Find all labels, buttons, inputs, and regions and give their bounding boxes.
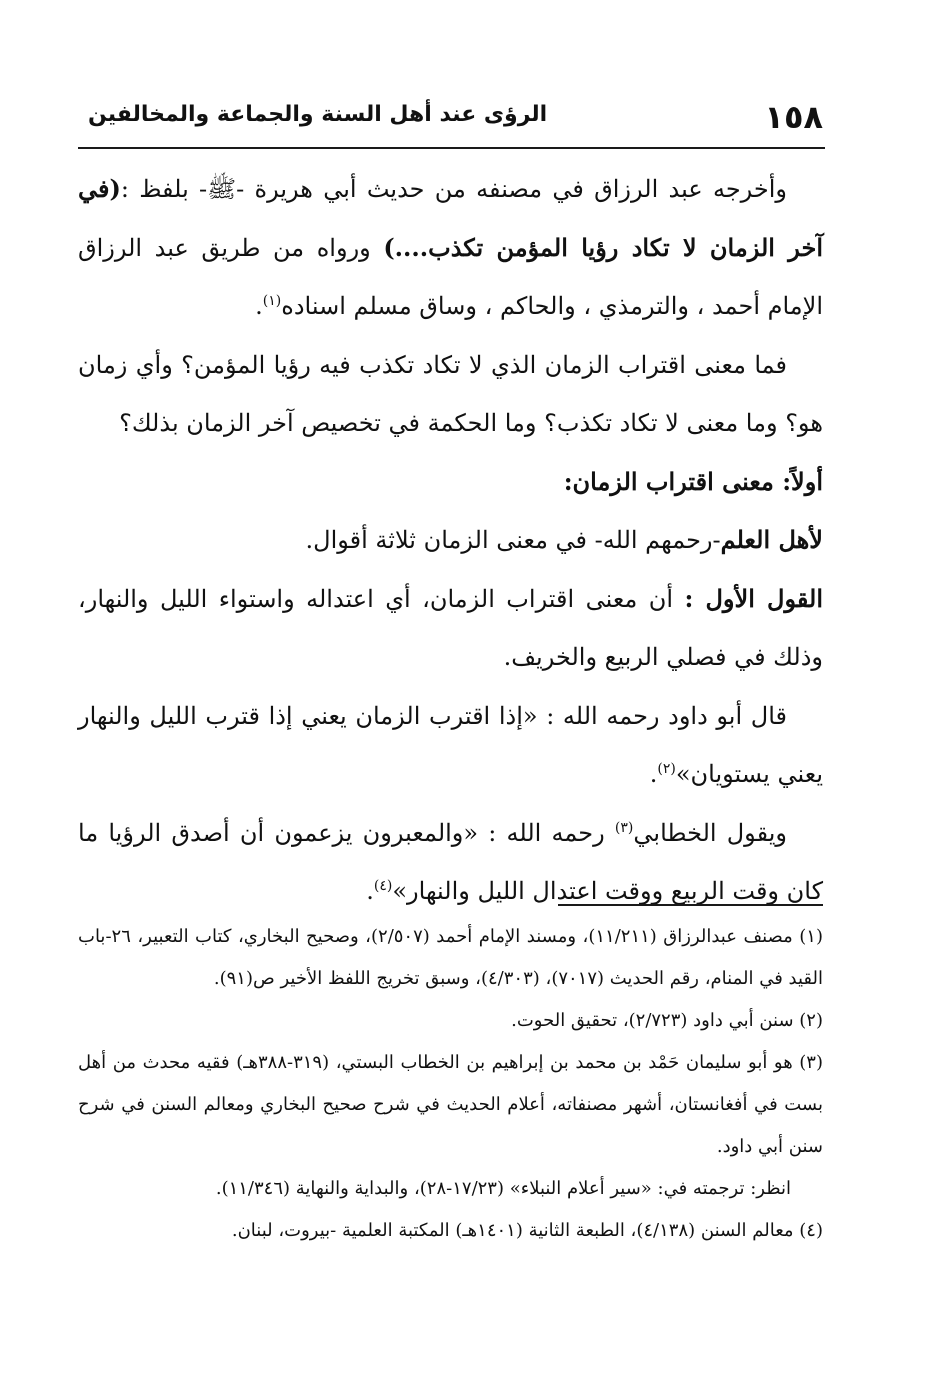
footnote-1: (١) مصنف عبدالرزاق (١١/٢١١)، ومسند الإمام أحمد (٢/٥٠٧)، وصحيح البخاري، كتاب التعبير، ٢٦-باب القيد في المنام، رقم الحديث (٧٠١٧)، (٤/٣٠٣)، وسبق تخريج اللفظ الأخير ص(٩١). <box>78 926 823 989</box>
footnote-ref-2[interactable]: (٢) <box>657 761 676 777</box>
paragraph-3-bold: لأهل العلم <box>720 525 823 554</box>
page-header <box>78 96 823 146</box>
paragraph-1-intro: وأخرجه عبد الرزاق في مصنفه من حديث أبي هريرة -ﷺ- بلفظ : <box>120 175 787 203</box>
footnote-ref-4[interactable]: (٤) <box>373 878 393 894</box>
paragraph-3 <box>78 511 823 570</box>
hadith-quote: (في آخر الزمان لا تكاد رؤيا المؤمن تكذب....) <box>78 174 823 262</box>
paragraph-6-a: ويقول الخطابي <box>633 818 787 847</box>
page-number: ١٥٨ <box>764 98 823 136</box>
footnote-3-see-also: انظر: ترجمته في: «سير أعلام النبلاء» (١٧/٢٣-٢٨)، والبداية والنهاية (١١/٣٤٦). <box>215 1178 791 1199</box>
paragraph-5: قال أبو داود رحمه الله : «إذا اقترب الزمان يعني إذا قترب الليل والنهار يعني يستويان»$^{(٢)}$. <box>78 701 823 788</box>
paragraph-1-rest: ورواه من طريق عبد الرزاق الإمام أحمد ، والترمذي ، والحاكم ، وساق مسلم اسناده <box>78 233 823 320</box>
paragraph-4-rest: أن معنى اقتراب الزمان، أي اعتداله واستواء الليل والنهار، وذلك في فصلي الربيع والخريف. <box>78 584 823 671</box>
footnote-ref-3[interactable]: (٣) <box>614 819 634 836</box>
paragraph-4 <box>78 570 823 687</box>
paragraph-6: ويقول الخطابي$^{(٣)}$ رحمه الله : «والمعبرون يزعمون أن أصدق الرؤيا ما كان وقت الربيع ووقت اعتدال الليل والنهار»$^{(٤)}$. <box>78 818 823 905</box>
khattabi-quote: رحمه الله : «والمعبرون يزعمون أن أصدق الرؤيا ما كان وقت الربيع ووقت اعتدال الليل والنهار» <box>78 818 823 905</box>
running-title: الرؤى عند أهل السنة والجماعة والمخالفين <box>88 102 548 127</box>
paragraph-1: وأخرجه عبد الرزاق في مصنفه من حديث أبي هريرة -ﷺ- بلفظ :(في آخر الزمان لا تكاد رؤيا المؤمن تكذب....) ورواه من طريق عبد الرزاق الإمام أحمد ، والترمذي ، والحاكم ، وساق مسلم اسناده$^{(١)}$. <box>78 174 823 320</box>
footnote-4: (٤) معالم السنن (٤/١٣٨)، الطبعة الثانية (١٤٠١هـ) المكتبة العلمية -بيروت، لبنان. <box>231 1220 823 1241</box>
abu-dawud-quote: قال أبو داود رحمه الله : «إذا اقترب الزمان يعني إذا قترب الليل والنهار يعني يستويان» <box>78 701 823 788</box>
footnote-2: (٢) سنن أبي داود (٢/٧٢٣)، تحقيق الحوت. <box>511 1010 823 1031</box>
paragraph-2: فما معنى اقتراب الزمان الذي لا تكاد تكذب فيه رؤيا المؤمن؟ وأي زمان هو؟ وما معنى لا تكاد تكذب؟ وما الحكمة في تخصيص آخر الزمان بذلك؟ <box>78 350 823 437</box>
main-text <box>78 160 823 921</box>
section-heading: أولاً: معنى اقتراب الزمان: <box>563 466 823 496</box>
header-divider <box>78 147 825 149</box>
paragraph-3-rest: -رحمهم الله- في معنى الزمان ثلاثة أقوال. <box>305 526 721 554</box>
footnote-divider <box>558 904 823 906</box>
first-opinion-label: القول الأول : <box>684 583 823 613</box>
footnotes <box>78 916 823 1252</box>
footnote-3: (٣) هو أبو سليمان حَمْد بن محمد بن إبراهيم بن الخطاب البستي، (٣١٩-٣٨٨هـ) فقيه محدث من أهل بست في أفغانستان، أشهر مصنفاته، أعلام الحديث في شرح صحيح البخاري ومعالم السنن في شرح سنن أبي داود. <box>78 1052 823 1157</box>
footnote-ref-1[interactable]: (١) <box>262 293 282 309</box>
